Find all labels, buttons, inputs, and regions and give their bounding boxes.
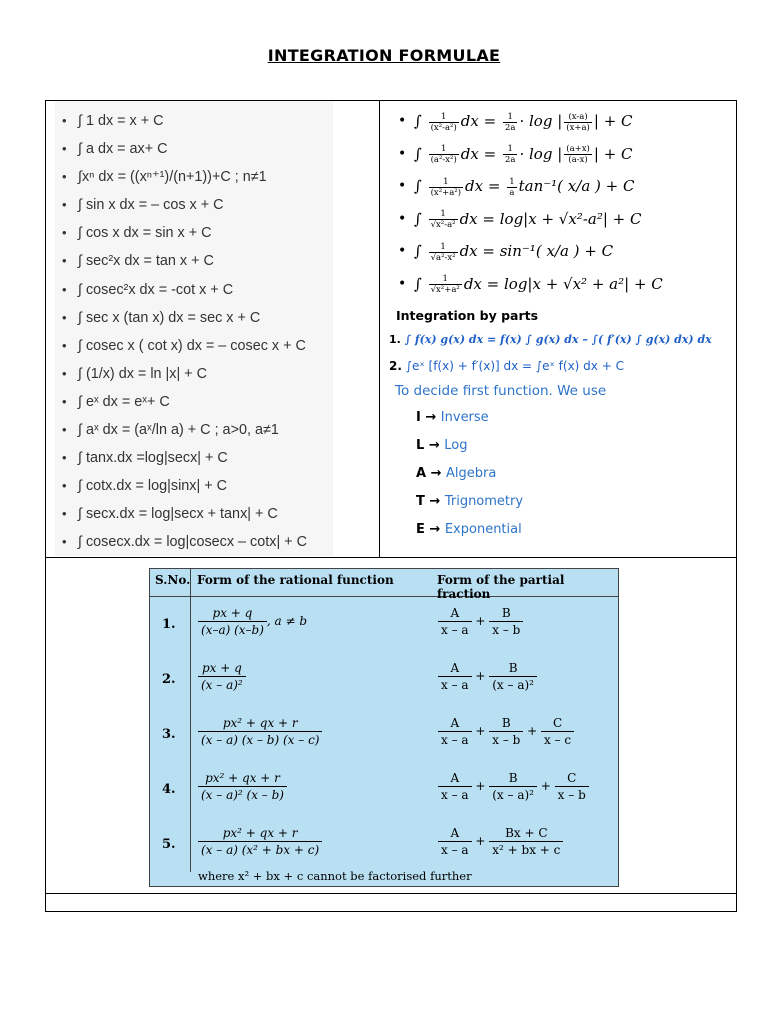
formula-a2-minus-x2: • ∫ $\frac{1}{\text{(a²-x²)}}$ dx = $\frac{1}{2a}$ · log | $\frac{(a+x)}{(a-x)}$ | + C bbox=[398, 141, 663, 174]
integration-by-parts-heading: Integration by parts bbox=[396, 308, 539, 323]
row-number: 4. bbox=[162, 782, 176, 797]
standard-integrals-list bbox=[398, 108, 663, 303]
row-number: 3. bbox=[162, 727, 176, 742]
partial-fraction: $\frac{A}{x - a}$ + $\frac{B}{x - b}$ + $\frac{C}{x - c}$ bbox=[438, 715, 574, 748]
column-divider bbox=[379, 100, 380, 558]
partial-fraction: $\frac{A}{x - a}$ + $\frac{Bx + C}{\text{x² + bx + c}}$ bbox=[438, 825, 563, 858]
basic-formula-item: • ∫ 1 dx = x + C bbox=[62, 111, 307, 139]
ilate-value: Exponential bbox=[444, 522, 522, 537]
ilate-value: Inverse bbox=[440, 410, 489, 425]
ilate-value: Trignometry bbox=[444, 494, 524, 509]
ilate-item bbox=[416, 438, 523, 466]
table-footnote: where x² + bx + c cannot be factorised further bbox=[198, 869, 472, 883]
ilate-intro: To decide first function. We use bbox=[395, 383, 607, 399]
table-row bbox=[150, 654, 618, 710]
ilate-value: Algebra bbox=[446, 466, 497, 481]
ilate-key: L bbox=[416, 438, 425, 453]
basic-formula-item: • ∫xⁿ dx = ((xⁿ⁺¹)/(n+1))+C ; n≠1 bbox=[62, 167, 307, 195]
basic-formula-item: • ∫ sec x (tan x) dx = sec x + C bbox=[62, 308, 307, 336]
table-row bbox=[150, 709, 618, 765]
formula-sqrt-x2-minus-a2: • ∫ $\frac{1}{\text{√x²-a²}}$ dx = log|x + √x²-a²| + C bbox=[398, 206, 663, 239]
partial-fraction-table bbox=[149, 568, 619, 887]
page-title: INTEGRATION FORMULAE bbox=[267, 46, 501, 65]
rational-function: $\frac{\text{px² + qx + r}}{\text{(x – a) (x² + bx + c)}}$ bbox=[198, 825, 322, 858]
basic-formula-item: • ∫ cosec²x dx = -cot x + C bbox=[62, 280, 307, 308]
row-number: 1. bbox=[162, 617, 176, 632]
basic-formula-item: • ∫ cosecx.dx = log|cosecx – cotx| + C bbox=[62, 532, 307, 560]
basic-formula-item: • ∫ tanx.dx =log|secx| + C bbox=[62, 448, 307, 476]
basic-formula-item: • ∫ aˣ dx = (aˣ/ln a) + C ; a>0, a≠1 bbox=[62, 420, 307, 448]
basic-formula-item: • ∫ a dx = ax+ C bbox=[62, 139, 307, 167]
ilate-key: E bbox=[416, 522, 425, 537]
basic-formula-item: • ∫ eˣ dx = eˣ+ C bbox=[62, 392, 307, 420]
rational-function: $\frac{\text{px² + qx + r}}{(x - a) (x - b) (x - c)}$ bbox=[198, 715, 322, 748]
ilate-value: Log bbox=[444, 438, 468, 453]
table-header bbox=[150, 569, 618, 601]
ilate-key: I bbox=[416, 410, 421, 425]
arrow-right-icon: → bbox=[424, 438, 445, 453]
formula-x2-plus-a2: • ∫ $\frac{1}{\text{(x²+a²)}}$ dx = $\frac{1}{a}$ tan⁻¹( x/a ) + C bbox=[398, 173, 663, 206]
basic-formula-item: • ∫ sin x dx = – cos x + C bbox=[62, 195, 307, 223]
formula-sqrt-a2-minus-x2: • ∫ $\frac{1}{\text{√a²-x²}}$ dx = sin⁻¹( x/a ) + C bbox=[398, 238, 663, 271]
table-row bbox=[150, 764, 618, 820]
arrow-right-icon: → bbox=[424, 494, 445, 509]
basic-formula-item: • ∫ cosec x ( cot x) dx = – cosec x + C bbox=[62, 336, 307, 364]
rational-function: $\frac{px + q}{\text{(x – a)²}}$ bbox=[198, 660, 246, 693]
ilate-list bbox=[416, 410, 523, 550]
integration-by-parts-rule-1: 1. ∫ f(x) g(x) dx = f(x) ∫ g(x) dx – ∫( f′(x) ∫ g(x) dx) dx bbox=[389, 333, 712, 346]
partial-fraction: $\frac{A}{x - a}$ + $\frac{B}{\text{(x – a)²}}$ bbox=[438, 660, 537, 693]
ilate-key: T bbox=[416, 494, 425, 509]
basic-formula-item: • ∫ cos x dx = sin x + C bbox=[62, 223, 307, 251]
basic-formula-item: • ∫ sec²x dx = tan x + C bbox=[62, 251, 307, 279]
header-rational-form: Form of the rational function bbox=[197, 573, 394, 587]
table-row bbox=[150, 599, 618, 655]
header-sno: S.No. bbox=[155, 573, 191, 587]
integration-by-parts-rule-2: 2. ∫eˣ [f(x) + f′(x)] dx = ∫eˣ f(x) dx + C bbox=[389, 359, 624, 373]
ilate-key: A bbox=[416, 466, 427, 481]
bottom-divider bbox=[45, 893, 737, 894]
arrow-right-icon: → bbox=[420, 410, 441, 425]
partial-fraction: $\frac{A}{x - a}$ + $\frac{B}{x - b}$ bbox=[438, 605, 523, 638]
formula-sqrt-x2-plus-a2: • ∫ $\frac{1}{\text{√x²+a²}}$ dx = log|x + √x² + a²| + C bbox=[398, 271, 663, 304]
ilate-item bbox=[416, 522, 523, 550]
arrow-right-icon: → bbox=[424, 522, 445, 537]
basic-formula-item: • ∫ cotx.dx = log|sinx| + C bbox=[62, 476, 307, 504]
header-partial-form: Form of the partial fraction bbox=[437, 573, 565, 601]
basic-formula-item: • ∫ (1/x) dx = ln |x| + C bbox=[62, 364, 307, 392]
basic-formula-item: • ∫ secx.dx = log|secx + tanx| + C bbox=[62, 504, 307, 532]
row-number: 5. bbox=[162, 837, 176, 852]
ilate-item bbox=[416, 466, 523, 494]
rational-function: $\frac{px + q}{(x-a) (x-b)}$ , a ≠ b bbox=[198, 605, 307, 638]
table-row bbox=[150, 819, 618, 875]
ilate-item bbox=[416, 410, 523, 438]
formula-x2-minus-a2: • ∫ $\frac{1}{\text{(x²-a²)}}$ dx = $\frac{1}{2a}$ · log | $\frac{(x-a)}{(x+a)}$ | + C bbox=[398, 108, 663, 141]
row-number: 2. bbox=[162, 672, 176, 687]
arrow-right-icon: → bbox=[426, 466, 447, 481]
basic-formulas-list bbox=[62, 111, 307, 561]
rational-function: $\frac{\text{px² + qx + r}}{\text{(x – a)² (x – b)}}$ bbox=[198, 770, 287, 803]
partial-fraction: $\frac{A}{x - a}$ + $\frac{B}{\text{(x – a)²}}$ + $\frac{C}{x - b}$ bbox=[438, 770, 589, 803]
ilate-item bbox=[416, 494, 523, 522]
